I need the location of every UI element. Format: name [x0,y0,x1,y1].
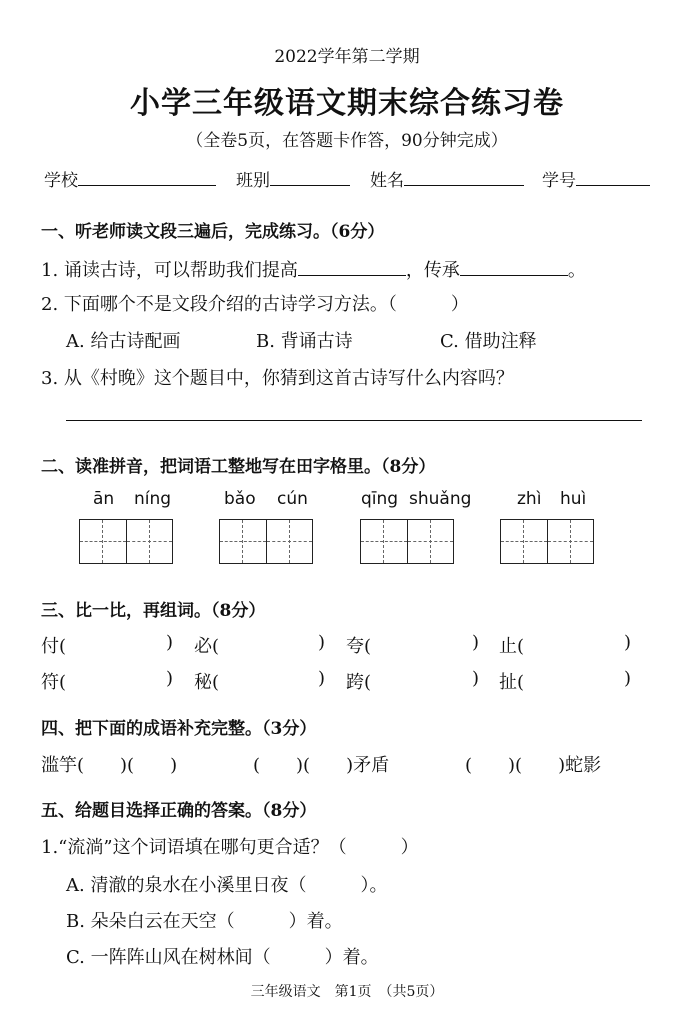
s3-r2-open-3: 跨( [346,672,372,693]
pinyin-3a: qīng [361,489,399,509]
s5-question-1: 1.“流淌”这个词语填在哪句更合适？（ ） [41,837,419,858]
page-footer: 三年级语文 第1页 （共5页） [250,984,444,1000]
s3-r1-close-1: ) [166,632,174,653]
tianzige-box-1[interactable] [79,519,173,564]
info-name [370,166,524,191]
tianzige-cell[interactable] [407,520,453,563]
section-2-heading: 二、读准拼音，把词语工整地写在田字格里。（8分） [41,457,436,477]
pinyin-4b: huì [560,489,587,509]
section-4-heading: 四、把下面的成语补充完整。（3分） [41,719,317,739]
s3-r2-open-1: 符( [41,672,67,693]
pinyin-1a: ān [93,489,115,509]
s1-q2-option-b[interactable]: B. 背诵古诗 [256,331,353,352]
pinyin-1b: níng [134,489,172,509]
tianzige-cell[interactable] [220,520,266,563]
tianzige-cell[interactable] [361,520,407,563]
s3-r2-close-1: ) [166,668,174,689]
s3-r2-close-3: ) [472,668,480,689]
s3-r1-open-4: 止( [499,636,525,657]
tianzige-cell[interactable] [501,520,547,563]
s1-q1-text-2: ，传承 [405,260,460,281]
info-number [542,166,650,191]
section-1-heading: 一、听老师读文段三遍后，完成练习。（6分） [41,222,385,242]
s4-idiom-2: ( )( )矛盾 [253,755,390,776]
s4-idiom-3: ( )( )蛇影 [465,755,602,776]
name-label: 姓名 [370,171,404,191]
s3-r2-close-4: ) [624,668,632,689]
pinyin-3b: shuǎng [409,489,472,509]
tianzige-cell[interactable] [547,520,593,563]
s1-q2-option-c[interactable]: C. 借助注释 [440,331,537,352]
section-5-heading: 五、给题目选择正确的答案。（8分） [41,801,317,821]
s5-option-a[interactable]: A. 清澈的泉水在小溪里日夜（ ）。 [66,875,388,896]
school-label: 学校 [44,171,78,191]
tianzige-box-3[interactable] [360,519,454,564]
number-label: 学号 [542,171,576,191]
s5-option-c[interactable]: C. 一阵阵山风在树林间（ ）着。 [66,947,379,968]
s3-r2-open-4: 扯( [499,672,525,693]
s3-r1-close-3: ) [472,632,480,653]
tianzige-cell[interactable] [126,520,172,563]
s1-q1-text: 1. 诵读古诗，可以帮助我们提高 [41,260,298,281]
s1-question-3: 3. 从《村晚》这个题目中，你猜到这首古诗写什么内容吗？ [41,368,514,389]
s3-r1-close-2: ) [318,632,326,653]
tianzige-box-4[interactable] [500,519,594,564]
s4-idiom-1: 滥竽( )( ) [41,755,178,776]
s3-r2-open-2: 秘( [194,672,220,693]
s3-r1-close-4: ) [624,632,632,653]
s3-r1-open-2: 必( [194,636,220,657]
s1-q1-blank-1[interactable] [298,258,406,276]
section-3-heading: 三、比一比，再组词。（8分） [41,601,266,621]
pinyin-2a: bǎo [224,489,256,509]
s3-r1-open-1: 付( [41,636,67,657]
page-title: 小学三年级语文期末综合练习卷 [130,86,564,121]
name-blank[interactable] [404,168,524,186]
s1-q3-answer-line[interactable] [66,420,642,421]
class-label: 班别 [236,171,270,191]
school-year: 2022学年第二学期 [274,47,420,67]
pinyin-2b: cún [277,489,308,509]
s1-q1-text-3: 。 [567,260,586,281]
school-blank[interactable] [78,168,216,186]
s3-r1-open-3: 夸( [346,636,372,657]
class-blank[interactable] [270,168,350,186]
s1-q2-option-a[interactable]: A. 给古诗配画 [66,331,181,352]
tianzige-cell[interactable] [266,520,312,563]
info-school [44,166,216,191]
exam-instructions: （全卷5页，在答题卡作答，90分钟完成） [186,131,508,151]
s5-option-b[interactable]: B. 朵朵白云在天空（ ）着。 [66,911,343,932]
number-blank[interactable] [576,168,650,186]
s1-question-2: 2. 下面哪个不是文段介绍的古诗学习方法。（ ） [41,294,469,315]
tianzige-cell[interactable] [80,520,126,563]
pinyin-4a: zhì [517,489,542,509]
s3-r2-close-2: ) [318,668,326,689]
tianzige-box-2[interactable] [219,519,313,564]
s1-question-1 [41,256,586,282]
s1-q1-blank-2[interactable] [460,258,568,276]
info-class [236,166,350,191]
